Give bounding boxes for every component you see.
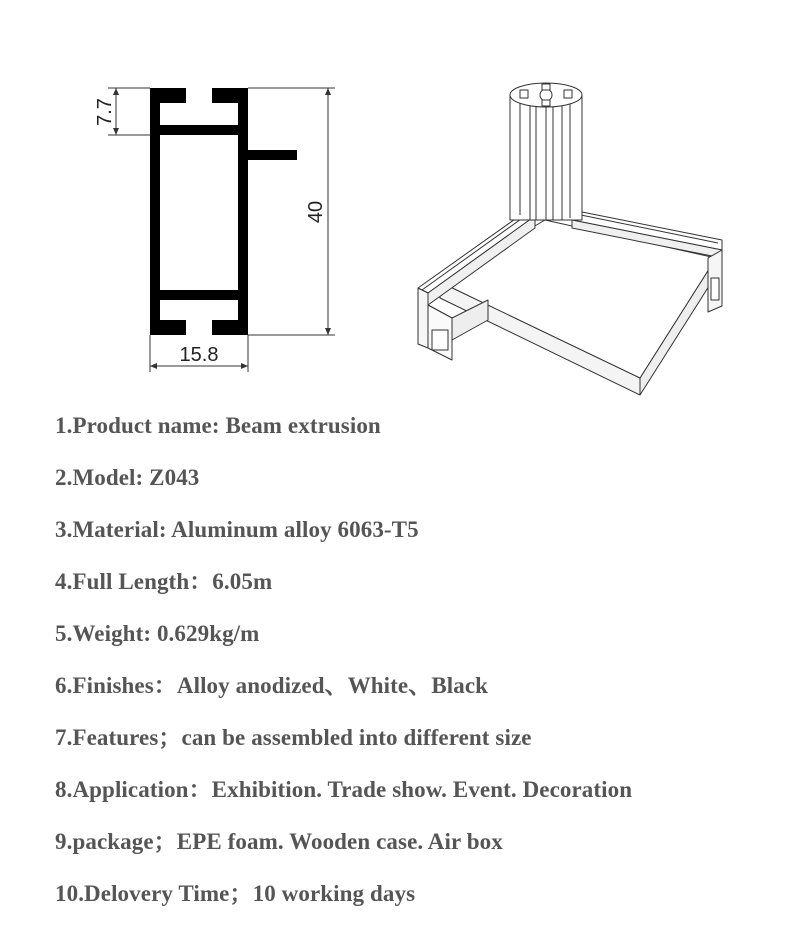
profile-cross-section xyxy=(150,88,297,335)
spec-model: 2.Model: Z043 xyxy=(55,465,200,490)
spec-product-name: 1.Product name: Beam extrusion xyxy=(55,413,381,438)
spec-delivery-time: 10.Delovery Time；10 working days xyxy=(55,881,416,906)
spec-package: 9.package；EPE foam. Wooden case. Air box xyxy=(55,829,503,854)
spec-application: 8.Application：Exhibition. Trade show. Event. Decoration xyxy=(55,777,633,802)
spec-features: 7.Features；can be assembled into different size xyxy=(55,725,532,750)
spec-weight: 5.Weight: 0.629kg/m xyxy=(55,621,260,646)
dim-label-7-7: 7.7 xyxy=(94,98,116,126)
dim-label-15-8: 15.8 xyxy=(179,344,219,366)
spec-material: 3.Material: Aluminum alloy 6063-T5 xyxy=(55,517,419,542)
spec-finishes: 6.Finishes：Alloy anodized、White、Black xyxy=(55,673,489,698)
product-drawing xyxy=(0,0,790,400)
assembly-isometric xyxy=(418,83,722,395)
spec-full-length: 4.Full Length：6.05m xyxy=(55,569,273,594)
dim-label-40: 40 xyxy=(305,200,327,224)
spec-list xyxy=(55,409,632,929)
